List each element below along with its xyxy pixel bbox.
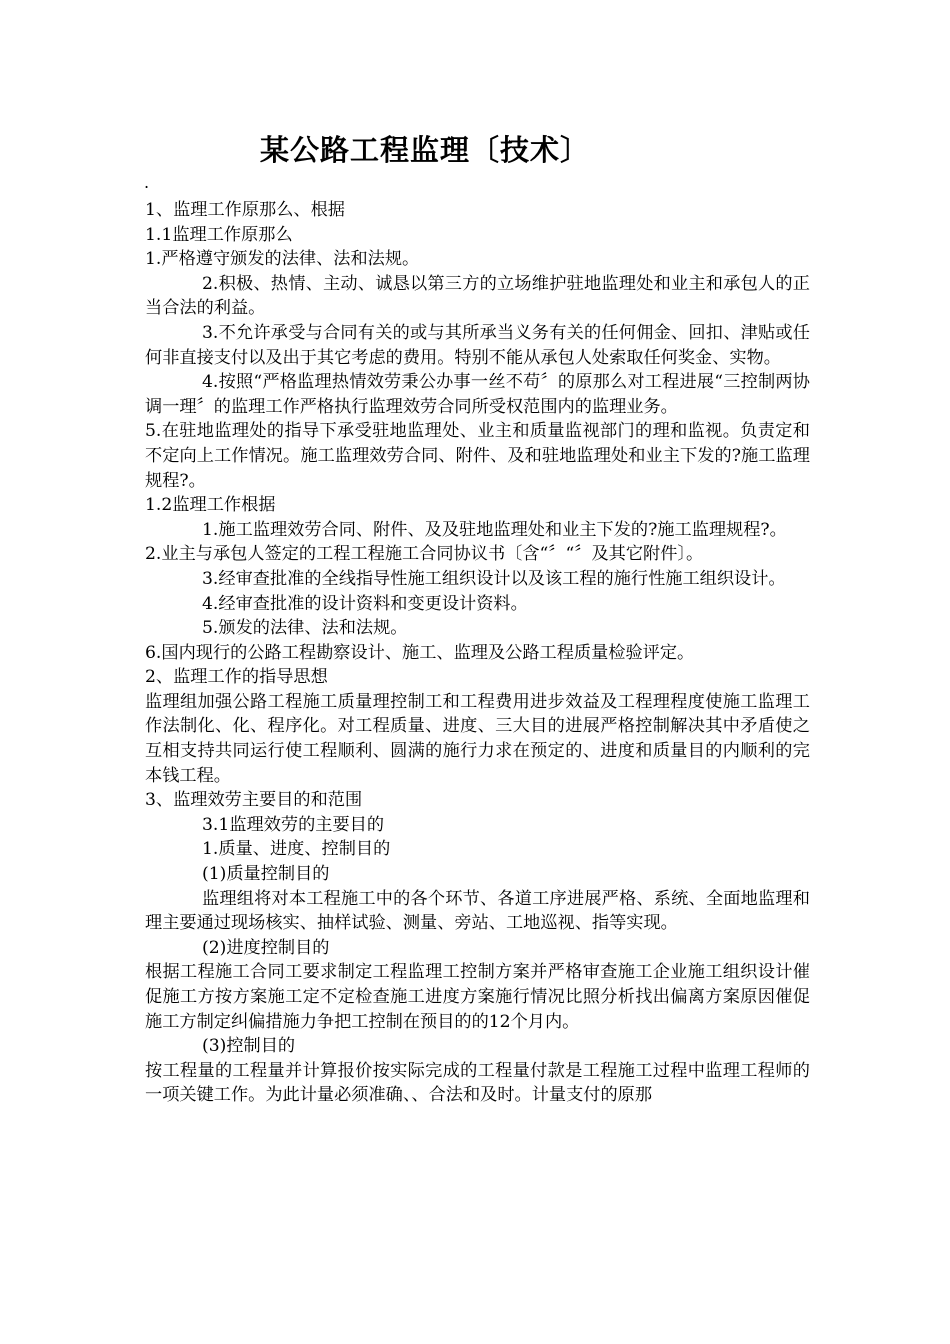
paragraph: 3.不允许承受与合同有关的或与其所承当义务有关的任何佣金、回扣、津贴或任何非直接支付以及出于其它考虑的费用。特别不能从承包人处索取任何奖金、实物。 xyxy=(145,322,810,368)
paragraph: 3.经审查批准的全线指导性施工组织设计以及该工程的施行性施工组织设计。 xyxy=(202,568,786,589)
paragraph: 2.业主与承包人签定的工程工程施工合同协议书〔含“〞“〞及其它附件〕。 xyxy=(145,544,704,565)
paragraph: 4.经审查批准的设计资料和变更设计资料。 xyxy=(202,593,528,614)
document-body xyxy=(145,198,810,1108)
stray-mark: . xyxy=(144,173,150,192)
paragraph: 根据工程施工合同工要求制定工程监理工控制方案并严格审查施工企业施工组织设计催促施工方按方案施工定不定检查施工进度方案施行情况比照分析找出偏离方案原因催促施工方制定纠偏措施力争把工控制在预目的的12个月内。 xyxy=(145,962,810,1032)
paragraph: 6.国内现行的公路工程勘察设计、施工、监理及公路工程质量检验评定。 xyxy=(145,642,695,663)
paragraph: 5.在驻地监理处的指导下承受驻地监理处、业主和质量监视部门的理和监视。负责定和不定向上工作情况。施工监理效劳合同、附件、及和驻地监理处和业主下发的?施工监理规程?。 xyxy=(145,421,810,491)
document-title: 某公路工程监理〔技术〕 xyxy=(260,133,591,167)
paragraph: (3)控制目的 xyxy=(202,1036,296,1057)
paragraph: (1)质量控制目的 xyxy=(202,864,330,885)
paragraph: 1.施工监理效劳合同、附件、及及驻地监理处和业主下发的?施工监理规程?。 xyxy=(202,519,787,540)
paragraph: 按工程量的工程量并计算报价按实际完成的工程量付款是工程施工过程中监理工程师的一项关键工作。为此计量必须准确、、合法和及时。计量支付的原那 xyxy=(145,1060,810,1106)
paragraph: 3.1监理效劳的主要目的 xyxy=(202,814,385,835)
paragraph: 1.1监理工作原那么 xyxy=(145,224,293,245)
paragraph: 5.颁发的法律、法和法规。 xyxy=(202,618,408,639)
paragraph: 监理组加强公路工程施工质量理控制工和工程费用进步效益及工程理程度使施工监理工作法制化、化、程序化。对工程质量、进度、三大目的进展严格控制解决其中矛盾使之互相支持共同运行使工程顺利、圆满的施行力求在预定的、进度和质量目的内顺利的完本钱工程。 xyxy=(145,691,810,786)
paragraph: 1、监理工作原那么、根据 xyxy=(145,200,345,220)
paragraph: 2.积极、热情、主动、诚恳以第三方的立场维护驻地监理处和业主和承包人的正当合法的利益。 xyxy=(145,273,810,319)
paragraph: 1.质量、进度、控制目的 xyxy=(202,839,391,860)
paragraph: 3、监理效劳主要目的和范围 xyxy=(145,790,363,811)
paragraph: 1.2监理工作根据 xyxy=(145,495,276,516)
paragraph: 2、监理工作的指导思想 xyxy=(145,667,328,688)
paragraph: 监理组将对本工程施工中的各个环节、各道工序进展严格、系统、全面地监理和理主要通过现场核实、抽样试验、测量、旁站、工地巡视、指等实现。 xyxy=(145,888,810,934)
paragraph: 4.按照“严格监理热情效劳秉公办事一丝不苟〞的原那么对工程进展“三控制两协调一理〞的监理工作严格执行监理效劳合同所受权范围内的监理业务。 xyxy=(145,372,810,417)
paragraph: 1.严格遵守颁发的法律、法和法规。 xyxy=(145,249,420,270)
paragraph: (2)进度控制目的 xyxy=(202,937,330,958)
